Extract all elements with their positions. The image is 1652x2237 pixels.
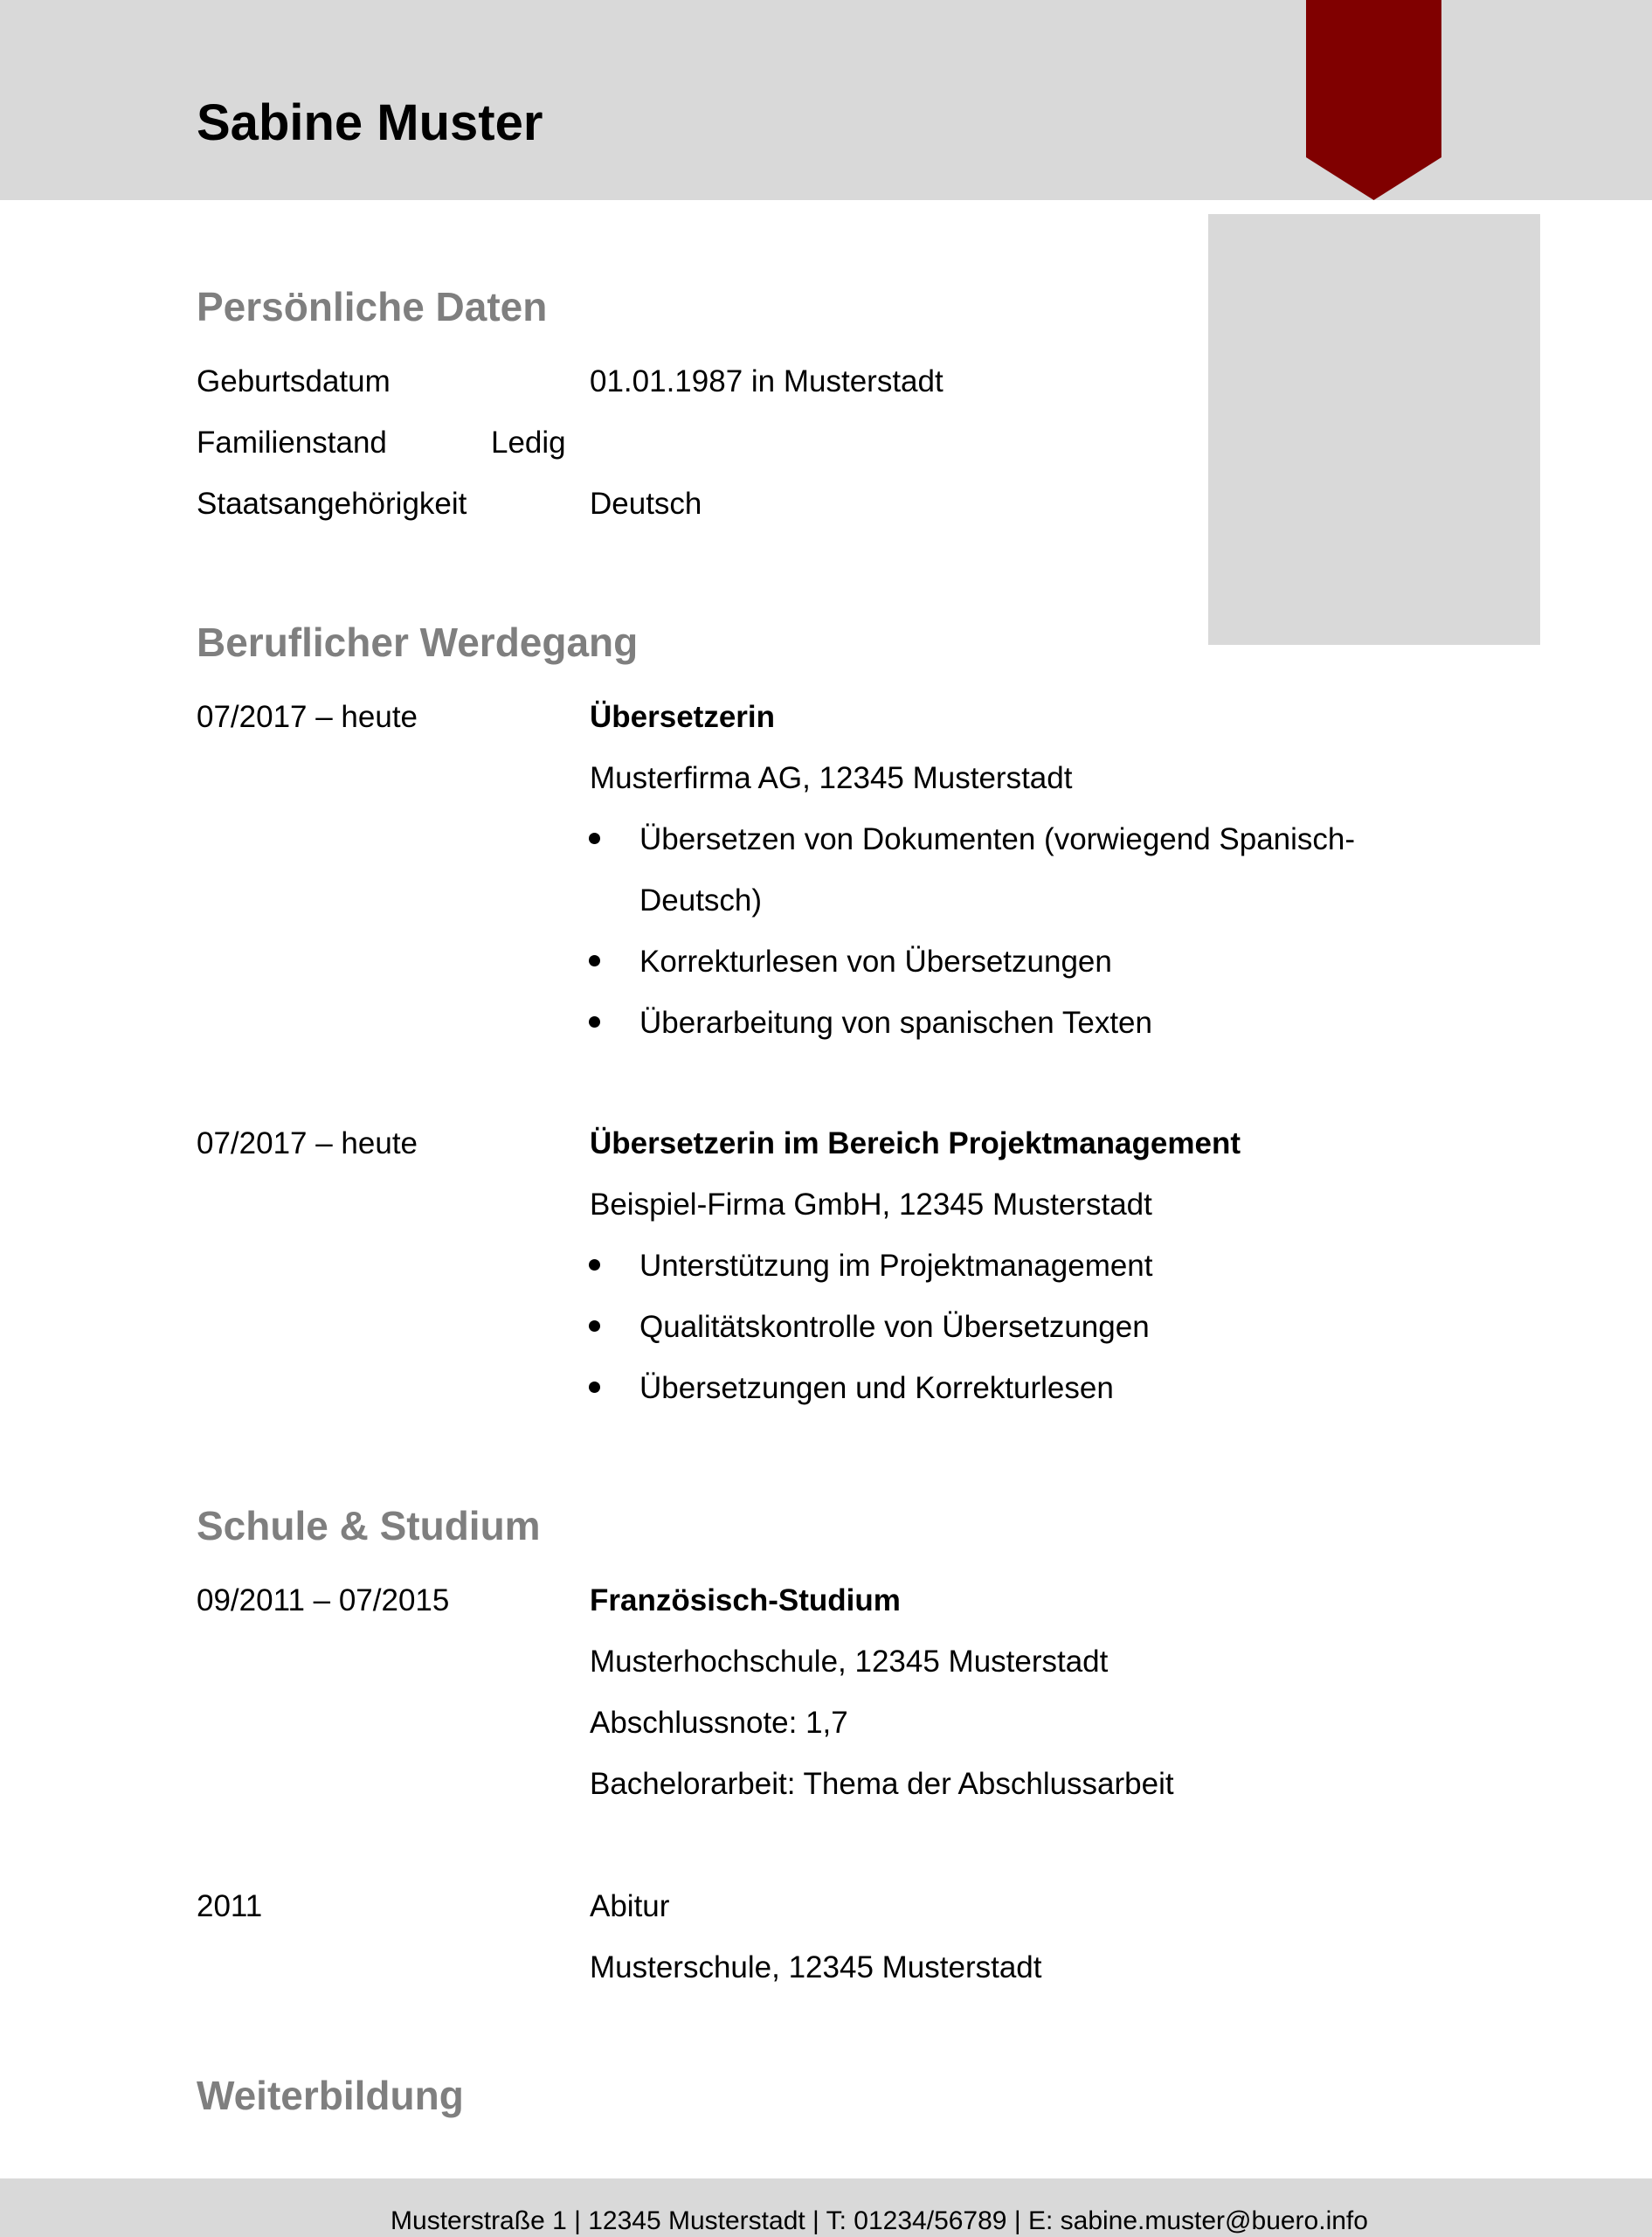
career-company-1: Musterfirma AG, 12345 Musterstadt bbox=[590, 761, 1073, 795]
footer-contact: Musterstraße 1 | 12345 Musterstadt | T: 01234/56789 | E: sabine.muster@buero.info bbox=[391, 2206, 1368, 2235]
bullet-icon bbox=[589, 833, 600, 844]
applicant-name: Sabine Muster bbox=[197, 94, 543, 151]
bullet-icon bbox=[589, 1320, 600, 1332]
career-2-bullet-1: Unterstützung im Projektmanagement bbox=[639, 1249, 1153, 1283]
career-company-2: Beispiel-Firma GmbH, 12345 Musterstadt bbox=[590, 1188, 1152, 1222]
personal-label-birthdate: Geburtsdatum bbox=[197, 364, 391, 398]
education-2-line-1: Musterschule, 12345 Musterstadt bbox=[590, 1950, 1042, 1984]
bookmark-ribbon bbox=[1306, 0, 1441, 200]
education-period-1: 09/2011 – 07/2015 bbox=[197, 1583, 450, 1617]
education-1-line-1: Musterhochschule, 12345 Musterstadt bbox=[590, 1645, 1109, 1679]
personal-label-marital-status: Familienstand bbox=[197, 426, 387, 460]
education-title-2: Abitur bbox=[590, 1889, 670, 1923]
bullet-icon bbox=[589, 1382, 600, 1393]
education-title-1: Französisch-Studium bbox=[590, 1583, 901, 1617]
personal-value-nationality: Deutsch bbox=[590, 487, 702, 521]
section-title-further-education: Weiterbildung bbox=[197, 2073, 464, 2118]
bullet-icon bbox=[589, 1016, 600, 1028]
education-1-line-2: Abschlussnote: 1,7 bbox=[590, 1706, 848, 1740]
career-1-bullet-1: Übersetzen von Dokumenten (vorwiegend Spanisch- bbox=[639, 822, 1356, 856]
personal-label-nationality: Staatsangehörigkeit bbox=[197, 487, 467, 521]
personal-value-birthdate: 01.01.1987 in Musterstadt bbox=[590, 364, 944, 398]
career-1-bullet-1-continuation: Deutsch) bbox=[639, 883, 763, 918]
education-period-2: 2011 bbox=[197, 1889, 263, 1923]
career-period-1: 07/2017 – heute bbox=[197, 700, 418, 734]
bullet-icon bbox=[589, 1259, 600, 1271]
career-period-2: 07/2017 – heute bbox=[197, 1126, 418, 1160]
career-role-1: Übersetzerin bbox=[590, 700, 776, 734]
career-2-bullet-3: Übersetzungen und Korrekturlesen bbox=[639, 1371, 1114, 1405]
photo-placeholder bbox=[1208, 214, 1540, 645]
career-1-bullet-2: Korrekturlesen von Übersetzungen bbox=[639, 945, 1112, 979]
career-role-2: Übersetzerin im Bereich Projektmanagement bbox=[590, 1126, 1241, 1160]
career-1-bullet-3: Überarbeitung von spanischen Texten bbox=[639, 1006, 1152, 1040]
personal-value-marital-status: Ledig bbox=[491, 426, 566, 460]
section-title-personal: Persönliche Daten bbox=[197, 284, 548, 329]
bullet-icon bbox=[589, 955, 600, 966]
career-2-bullet-2: Qualitätskontrolle von Übersetzungen bbox=[639, 1310, 1150, 1344]
section-title-education: Schule & Studium bbox=[197, 1503, 541, 1548]
education-1-line-3: Bachelorarbeit: Thema der Abschlussarbeit bbox=[590, 1767, 1174, 1801]
section-title-career: Beruflicher Werdegang bbox=[197, 620, 639, 665]
